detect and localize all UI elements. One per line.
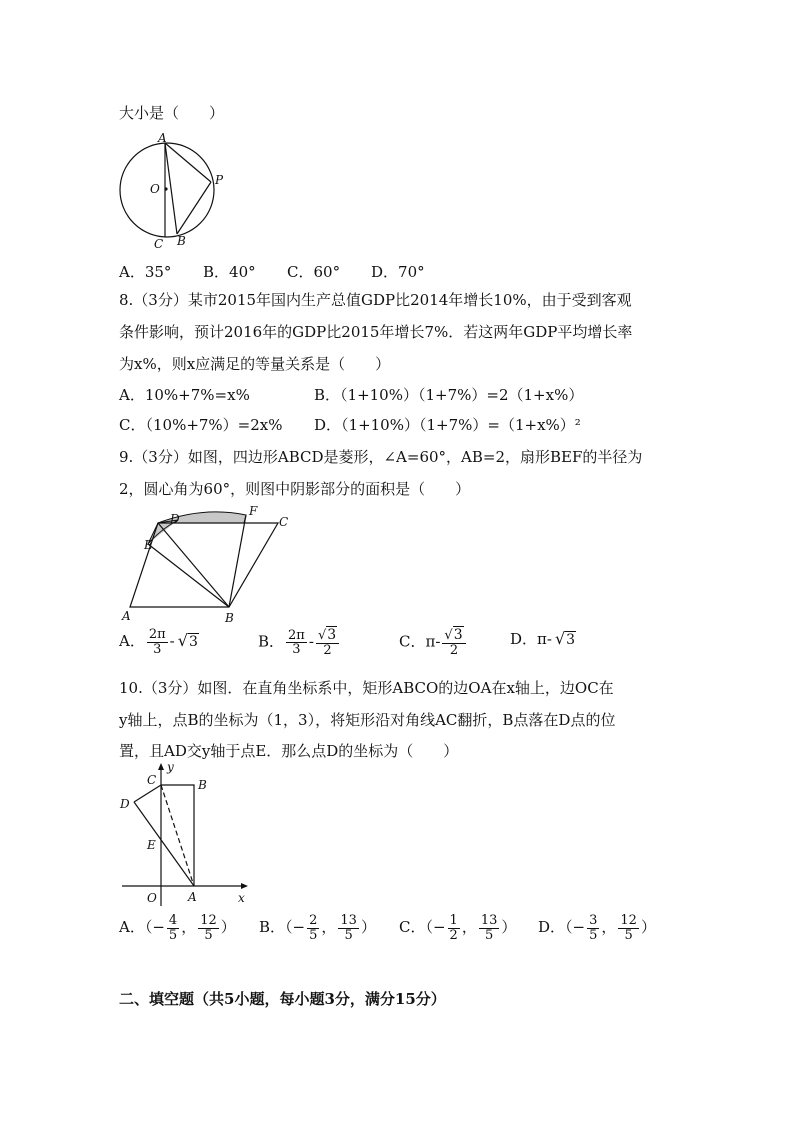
label-O: O <box>147 891 157 905</box>
q10-option-a[interactable]: A．（− $\frac{4}{5}$ ， $\frac{12}{5}$ ） <box>119 913 236 943</box>
label-B: B <box>198 778 207 792</box>
q8-line-1: 8.（3分）某市2015年国内生产总值GDP比2014年增长10%，由于受到客观 <box>119 291 632 309</box>
label-A: A <box>188 890 197 904</box>
q10-line-2: y轴上，点B的坐标为（1，3），将矩形沿对角线AC翻折，B点落在D点的位 <box>119 711 616 729</box>
label-x: x <box>238 891 245 905</box>
label-P: P <box>215 173 224 187</box>
q8-option-d[interactable]: D．（1+10%）（1+7%）=（1+x%）² <box>314 416 581 434</box>
label-C: C <box>154 237 164 251</box>
label-C: C <box>147 773 157 787</box>
q9-option-c[interactable]: C．π- $\frac{√3}{2}$ <box>399 628 468 657</box>
q10-coordinate-figure <box>114 760 254 908</box>
q9-line-2: 2，圆心角为60°，则图中阴影部分的面积是（ ） <box>119 480 471 498</box>
q8-option-a[interactable]: A．10%+7%=x% <box>119 386 250 404</box>
q7-option-a[interactable]: A．35° <box>119 263 172 281</box>
label-C: C <box>279 515 289 529</box>
label-B: B <box>225 611 234 625</box>
label-E: E <box>147 838 156 852</box>
q9-option-a[interactable]: A． $\frac{2\pi}{3}$ - √3 <box>119 627 198 657</box>
q9-option-b[interactable]: B． $\frac{2\pi}{3}$ - $\frac{√3}{2}$ <box>258 628 341 657</box>
q7-stem-tail: 大小是（ ） <box>119 104 225 122</box>
q9-option-d[interactable]: D．π- √3 <box>510 629 576 648</box>
q8-line-2: 条件影响，预计2016年的GDP比2015年增长7%．若这两年GDP平均增长率 <box>119 323 633 341</box>
q7-option-b[interactable]: B．40° <box>203 263 256 281</box>
label-O: O <box>150 182 160 196</box>
q9-line-1: 9.（3分）如图，四边形ABCD是菱形，∠A=60°，AB=2，扇形BEF的半径为 <box>119 448 643 466</box>
label-y: y <box>167 760 174 774</box>
q7-option-d[interactable]: D．70° <box>371 263 425 281</box>
q8-option-c[interactable]: C．（10%+7%）=2x% <box>119 416 283 434</box>
label-A: A <box>122 609 131 623</box>
q10-line-3: 置，且AD交y轴于点E．那么点D的坐标为（ ） <box>119 742 459 760</box>
q10-line-1: 10.（3分）如图．在直角坐标系中，矩形ABCO的边OA在x轴上，边OC在 <box>119 679 614 697</box>
label-B: B <box>177 234 186 248</box>
q10-option-c[interactable]: C．（− $\frac{1}{2}$ ， $\frac{13}{5}$ ） <box>399 913 517 943</box>
label-D: D <box>170 512 180 526</box>
label-E: E <box>144 538 153 552</box>
section-heading: 二、填空题（共5小题，每小题3分，满分15分） <box>119 990 446 1008</box>
q10-option-d[interactable]: D．（− $\frac{3}{5}$ ， $\frac{12}{5}$ ） <box>538 913 656 943</box>
q8-line-3: 为x%，则x应满足的等量关系是（ ） <box>119 355 391 373</box>
q7-circle-figure <box>114 133 234 251</box>
q10-option-b[interactable]: B．（− $\frac{2}{5}$ ， $\frac{13}{5}$ ） <box>259 913 376 943</box>
q9-rhombus-figure <box>118 504 298 626</box>
label-D: D <box>120 797 130 811</box>
q8-option-b[interactable]: B．（1+10%）（1+7%）=2（1+x%） <box>314 386 584 404</box>
label-F: F <box>249 504 258 518</box>
q7-option-c[interactable]: C．60° <box>287 263 341 281</box>
label-A: A <box>158 133 167 145</box>
